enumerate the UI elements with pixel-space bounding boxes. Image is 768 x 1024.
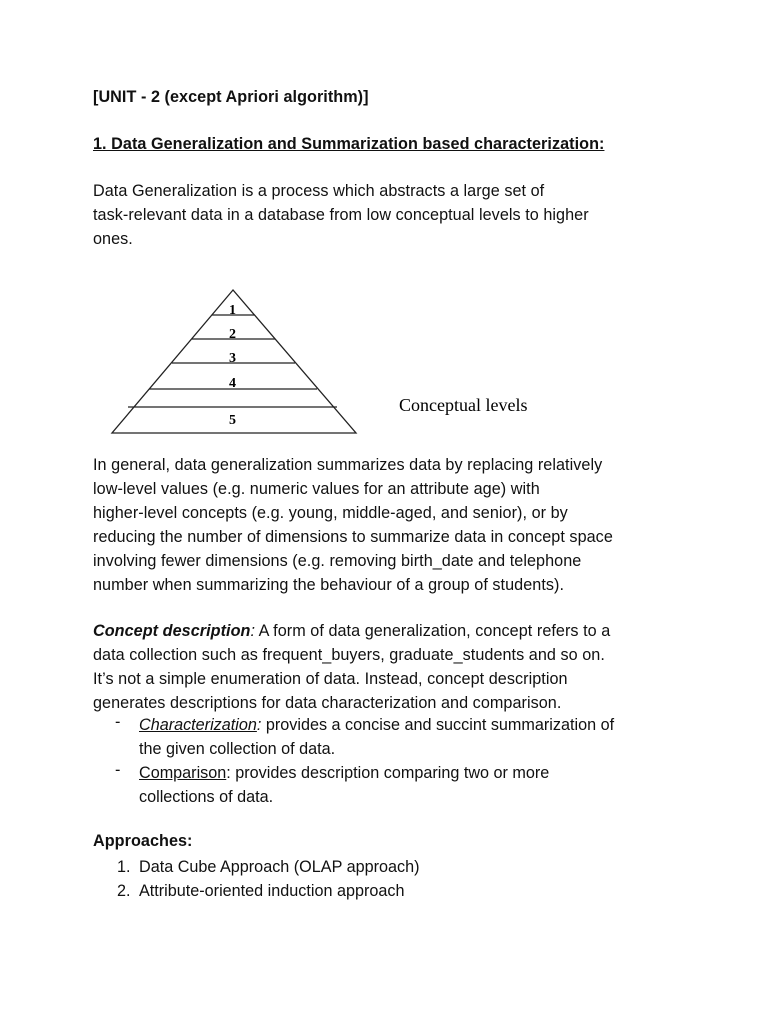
paragraph-line: higher-level concepts (e.g. young, middle-aged, and senior), or by — [93, 504, 568, 522]
bullet-term: Comparison — [139, 764, 227, 782]
diagram-caption: Conceptual levels — [399, 395, 528, 415]
paragraph-line: number when summarizing the behaviour of a group of students). — [93, 576, 564, 594]
paragraph-line: low-level values (e.g. numeric values for an attribute age) with — [93, 480, 540, 498]
list-number: 2. — [117, 882, 131, 900]
bullet-text: provides description comparing two or more — [230, 764, 550, 782]
paragraph-line: generates descriptions for data characterization and comparison. — [93, 694, 562, 712]
approaches-list — [93, 855, 419, 903]
section-heading: 1. Data Generalization and Summarization based characterization: — [93, 135, 605, 153]
term-colon: : — [250, 622, 256, 640]
level-number: 2 — [229, 327, 236, 342]
list-item-text: Data Cube Approach (OLAP approach) — [139, 858, 420, 876]
intro-line: Data Generalization is a process which abstracts a large set of — [93, 182, 545, 200]
document-title: [UNIT - 2 (except Apriori algorithm)] — [93, 88, 369, 106]
list-item-text: Attribute-oriented induction approach — [139, 882, 405, 900]
paragraph-line — [93, 619, 610, 643]
paragraph-generalization — [93, 453, 613, 597]
bullet-text: provides a concise and succint summarization of — [261, 716, 615, 734]
term-colon: : — [226, 764, 231, 782]
paragraph-line: involving fewer dimensions (e.g. removing birth_date and telephone — [93, 552, 582, 570]
bullet-item-comparison — [93, 761, 614, 809]
level-number: 5 — [229, 413, 236, 428]
level-number: 3 — [229, 351, 236, 366]
concept-description-text: A form of data generalization, concept refers to a — [255, 622, 611, 640]
list-item — [93, 879, 419, 903]
bullet-term: Characterization — [139, 716, 257, 734]
bullet-item-characterization — [93, 713, 614, 761]
intro-line: ones. — [93, 230, 133, 248]
bullet-continuation: the given collection of data. — [139, 740, 336, 758]
intro-line: task-relevant data in a database from low conceptual levels to higher — [93, 206, 589, 224]
level-number: 4 — [229, 376, 236, 391]
approaches-heading: Approaches: — [93, 832, 193, 850]
paragraph-line: It’s not a simple enumeration of data. Instead, concept description — [93, 670, 568, 688]
paragraph-line: reducing the number of dimensions to summarize data in concept space — [93, 528, 613, 546]
bullet-dash: - — [115, 713, 121, 731]
concept-description-term: Concept description — [93, 622, 251, 640]
paragraph-line: data collection such as frequent_buyers, graduate_students and so on. — [93, 646, 605, 664]
paragraph-concept-description — [93, 619, 610, 715]
list-item — [93, 855, 419, 879]
paragraph-line: In general, data generalization summarizes data by replacing relatively — [93, 456, 603, 474]
bullet-list — [93, 713, 614, 809]
level-number: 1 — [229, 303, 236, 318]
bullet-continuation: collections of data. — [139, 788, 274, 806]
bullet-dash: - — [115, 761, 121, 779]
list-number: 1. — [117, 858, 131, 876]
term-colon: : — [256, 716, 262, 734]
conceptual-levels-diagram — [108, 285, 568, 445]
